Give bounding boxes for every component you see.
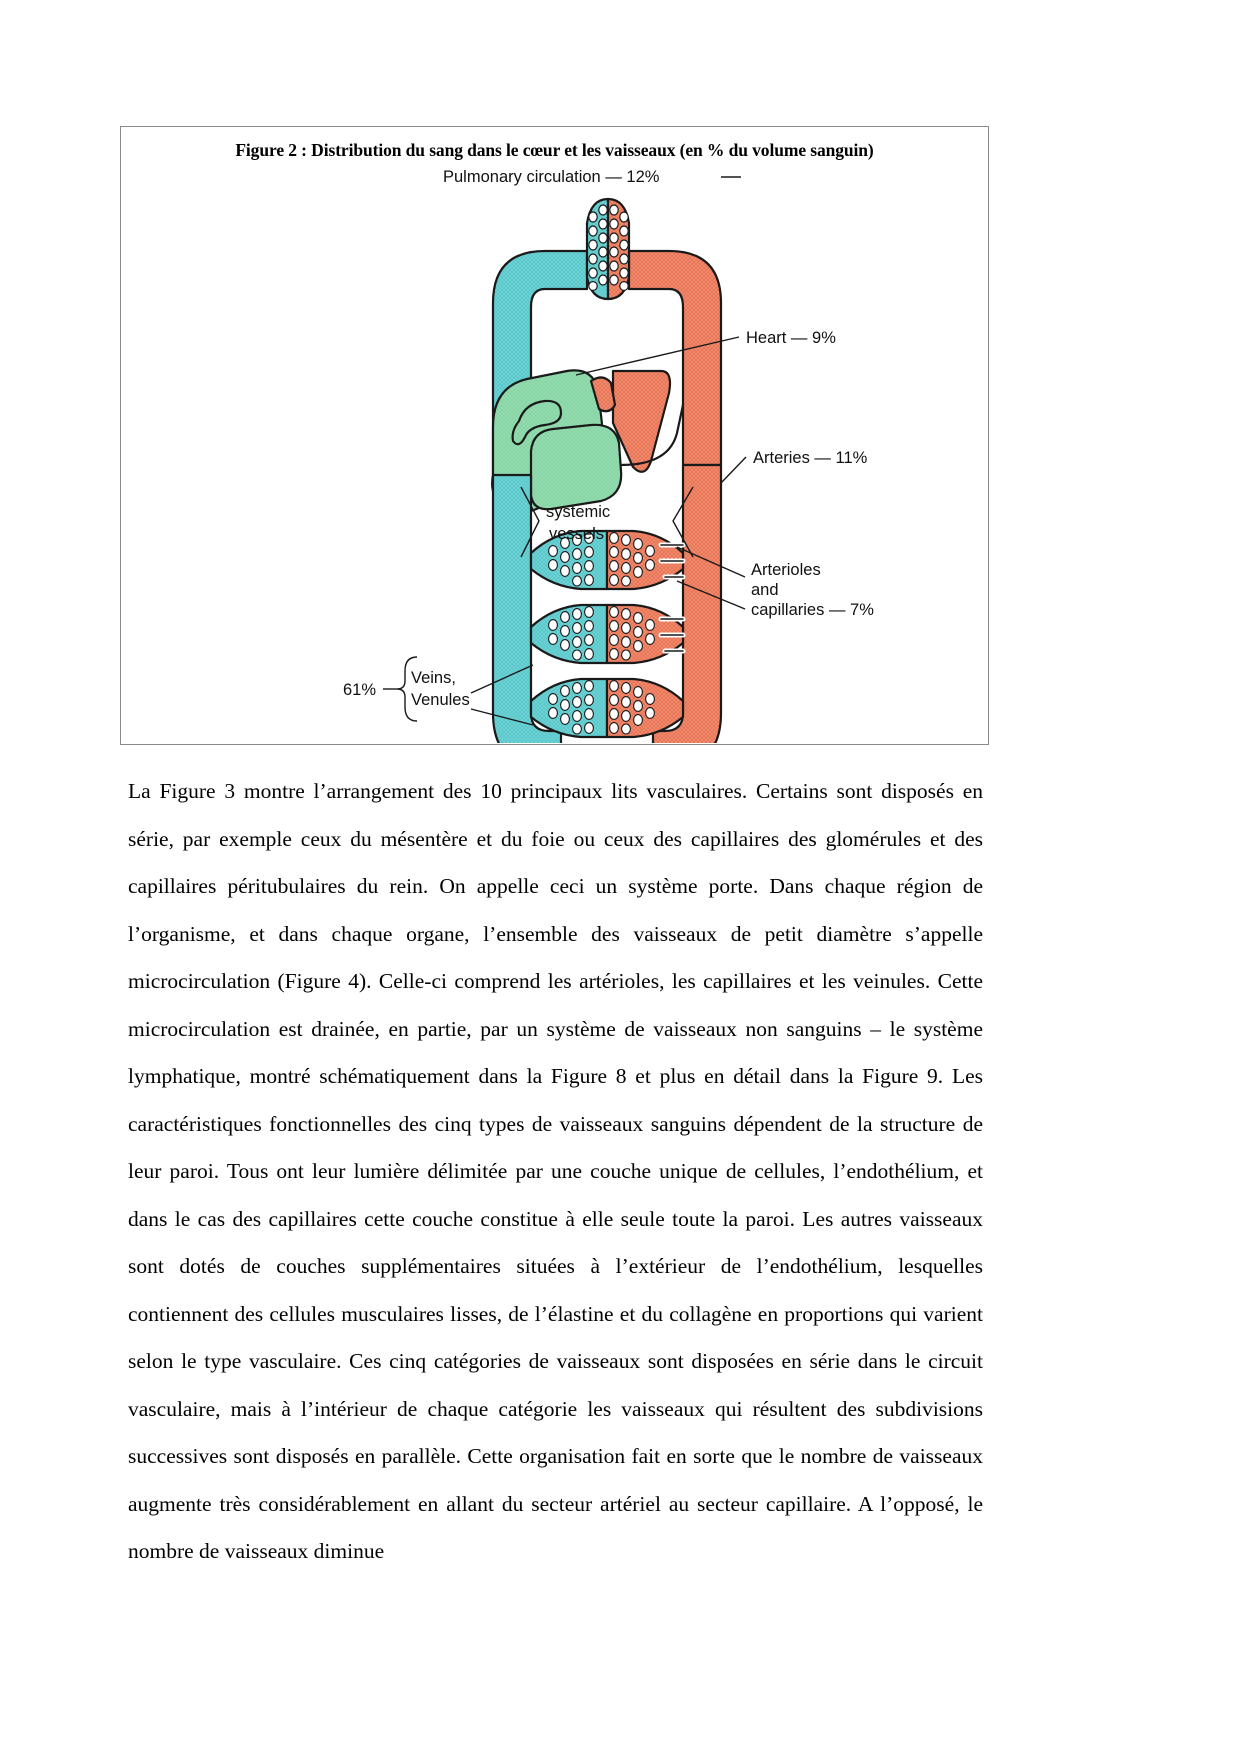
label-veins-percent: 61% <box>343 681 377 699</box>
paragraph-vascular-beds: La Figure 3 montre l’arrangement des 10 principaux lits vasculaires. Certains sont disposés en série, par exemple ceux du mésentère et du foie ou ceux des capillaires des glomérules et des capillaires péritubulaires du rein. On appelle ceci un système porte. Dans chaque région de l’organisme, et dans chaque organe, l’ensemble des vaisseaux de petit diamètre s’appelle microcirculation (Figure 4). Celle-ci comprend les artérioles, les capillaires et les veinules. Cette microcirculation est drainée, en partie, par un système de vaisseaux non sanguins – le système lymphatique, montré schématiquement dans la Figure 8 et plus en détail dans la Figure 9. Les caractéristiques fonctionnelles des cinq types de vaisseaux sanguins dépendent de la structure de leur paroi. Tous ont leur lumière délimitée par une couche unique de cellules, l’endothélium, et dans le cas des capillaires cette couche constitue à elle seule toute la paroi. Les autres vaisseaux sont dotés de couches supplémentaires situées à l’extérieur de l’endothélium, lesquelles contiennent des cellules musculaires lisses, de l’élastine et du collagène en proportions qui varient selon le type vasculaire. Ces cinq catégories de vaisseaux sont disposées en série dans le circuit vasculaire, mais à l’intérieur de chaque catégorie les vaisseaux qui résultent des subdivisions successives sont disposés en parallèle. Cette organisation fait en sorte que le nombre de vaisseaux augmente très considérablement en allant du secteur artériel au secteur capillaire. A l’opposé, le nombre de vaisseaux diminue <box>128 779 983 1563</box>
label-pulmonary-circulation: Pulmonary circulation — 12% <box>443 168 660 186</box>
label-systemic-vessels-line1: systemic <box>546 503 611 521</box>
label-arterioles-line1: Arterioles <box>751 561 821 579</box>
label-heart: Heart — 9% <box>746 329 836 347</box>
label-systemic-vessels-line2: vessels <box>549 525 605 543</box>
label-arterioles-line2: and <box>751 581 779 599</box>
label-veins-line2: Venules <box>411 691 470 709</box>
body-text-block <box>128 768 983 1576</box>
label-arteries: Arteries — 11% <box>753 449 868 467</box>
label-veins-line1: Veins, <box>411 669 456 687</box>
circulation-diagram <box>121 165 988 743</box>
figure-container <box>120 126 989 745</box>
label-arterioles-line3: capillaries — 7% <box>751 601 874 619</box>
figure-caption: Figure 2 : Distribution du sang dans le cœur et les vaisseaux (en % du volume sanguin) <box>235 140 874 160</box>
